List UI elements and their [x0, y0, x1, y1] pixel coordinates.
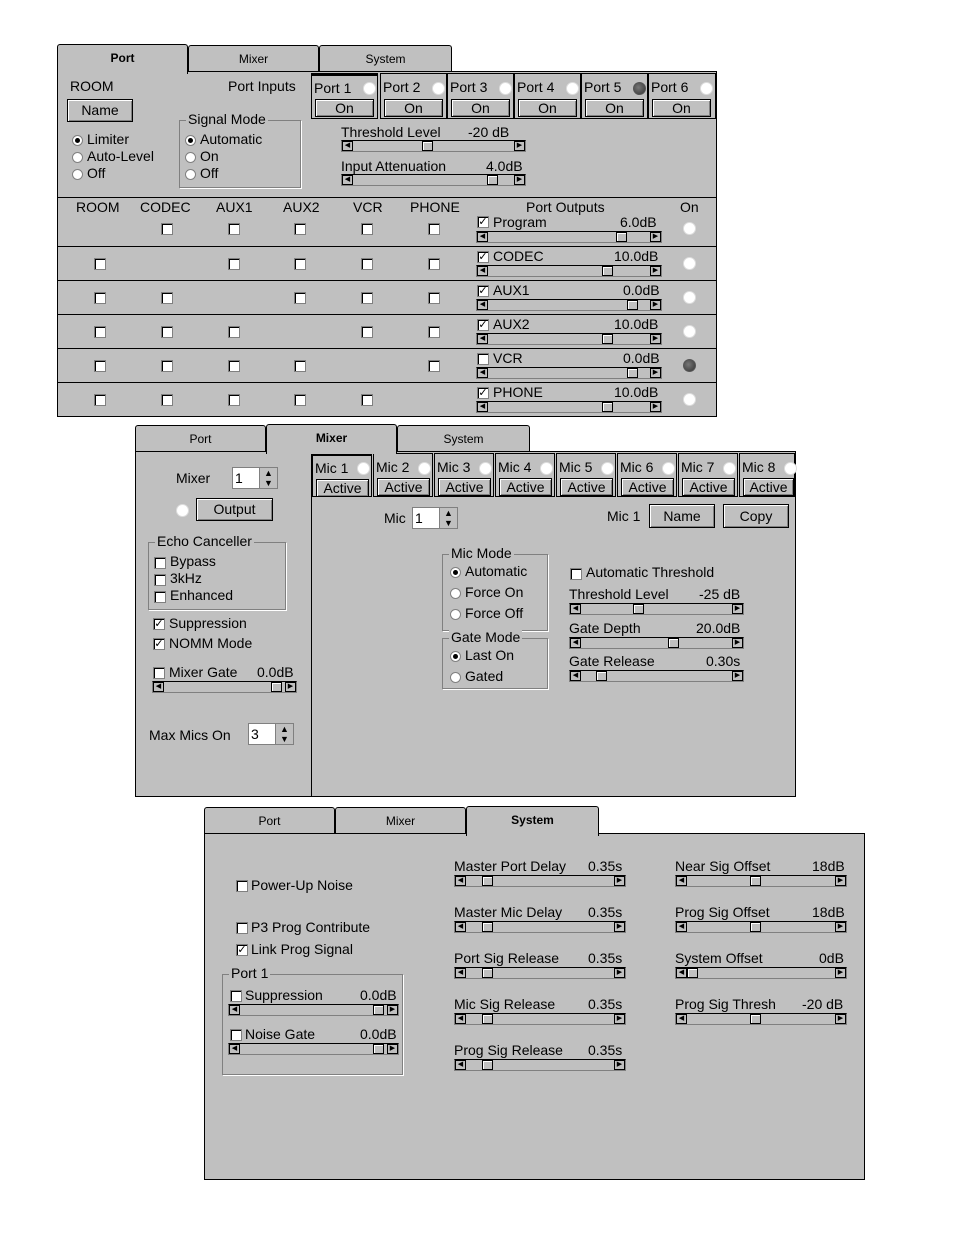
output-aux1-value: 0.0dB — [623, 282, 660, 298]
port-3-label: Port 3 — [450, 79, 488, 95]
noise-gate-value: 0.0dB — [360, 1026, 397, 1042]
tab-mixer-label: Mixer — [238, 52, 269, 66]
row-divider — [58, 382, 716, 383]
mic-sig-release-value: 0.35s — [588, 996, 623, 1012]
mic-sig-release-label: Mic Sig Release — [454, 996, 556, 1012]
gate-depth-label: Gate Depth — [569, 620, 641, 636]
signal-mode-on-radio[interactable] — [185, 152, 196, 163]
gate-mode-gated-label: Gated — [465, 668, 504, 684]
gate-depth-value: 20.0dB — [696, 620, 741, 636]
mic-7-led — [723, 462, 736, 475]
mic-select-spinner[interactable] — [412, 507, 458, 529]
mic-8-led — [784, 462, 797, 475]
mic-mode-group — [442, 545, 548, 631]
tab-port-label: Port — [189, 432, 212, 446]
matrix-checkbox[interactable] — [361, 394, 373, 406]
prog-sig-thresh-value: -20 dB — [802, 996, 844, 1012]
mic-threshold-label: Threshold Level — [569, 586, 669, 602]
gate-release-slider[interactable]: ◀ ▶ — [569, 670, 744, 682]
near-sig-offset-value: 18dB — [812, 858, 845, 874]
matrix-checkbox[interactable] — [294, 258, 306, 270]
mixer-gate-slider[interactable]: ◀ ▶ — [152, 681, 297, 693]
port-6-label: Port 6 — [651, 79, 689, 95]
col-phone: PHONE — [410, 199, 460, 215]
tab-port-label: Port — [258, 814, 281, 828]
mic-6-label: Mic 6 — [620, 459, 654, 475]
output-codec-led — [683, 257, 696, 270]
output-phone-value: 10.0dB — [614, 384, 659, 400]
noise-gate-slider[interactable]: ◀ ▶ — [228, 1043, 399, 1055]
spin-arrows-icon[interactable]: ▲ ▼ — [275, 724, 293, 744]
matrix-checkbox[interactable] — [294, 292, 306, 304]
mic-mode-force-off-radio[interactable] — [450, 609, 461, 620]
mic-threshold-value: -25 dB — [699, 586, 741, 602]
gate-release-label: Gate Release — [569, 653, 655, 669]
mic-5-label: Mic 5 — [559, 459, 593, 475]
master-mic-delay-value: 0.35s — [588, 904, 623, 920]
matrix-checkbox[interactable] — [228, 258, 240, 270]
tab-port[interactable] — [204, 807, 335, 835]
matrix-checkbox[interactable] — [428, 258, 440, 270]
mic-5-led — [601, 462, 614, 475]
mic-tab-7[interactable] — [678, 453, 738, 497]
port-6-led — [700, 82, 713, 95]
system-panel — [204, 833, 865, 1180]
limiter-radio[interactable] — [72, 135, 83, 146]
port-4-on-button[interactable]: On — [518, 99, 577, 117]
output-aux1-label: AUX1 — [493, 282, 530, 298]
near-sig-offset-label: Near Sig Offset — [675, 858, 771, 874]
port-input-5[interactable] — [581, 73, 648, 119]
tab-mixer[interactable] — [188, 45, 319, 73]
prog-sig-release-value: 0.35s — [588, 1042, 623, 1058]
output-phone-label: PHONE — [493, 384, 543, 400]
suppression-checkbox[interactable]: ✓ — [154, 618, 164, 630]
row-divider — [58, 348, 716, 349]
output-phone-led — [683, 393, 696, 406]
spin-arrows-icon[interactable]: ▲ ▼ — [259, 468, 277, 488]
tab-system[interactable] — [319, 45, 452, 73]
mic-7-active-button[interactable]: Active — [682, 478, 735, 496]
mic-tab-1[interactable] — [312, 453, 372, 497]
mic-name-label: Mic 1 — [607, 508, 641, 524]
mic-2-led — [418, 462, 431, 475]
input-attenuation-value: 4.0dB — [486, 158, 523, 174]
mic-mode-title: Mic Mode — [451, 545, 512, 561]
mic-1-led — [357, 462, 370, 475]
mic-threshold-slider[interactable]: ◀ ▶ — [569, 603, 744, 615]
matrix-checkbox[interactable] — [428, 223, 440, 235]
output-led — [176, 504, 189, 517]
matrix-checkbox[interactable] — [294, 223, 306, 235]
col-aux1: AUX1 — [216, 199, 253, 215]
port-sig-release-value: 0.35s — [588, 950, 623, 966]
port-5-label: Port 5 — [584, 79, 622, 95]
signal-mode-on-label: On — [200, 148, 219, 164]
row-divider — [58, 280, 716, 281]
name-button[interactable]: Name — [67, 99, 133, 122]
spin-arrows-icon[interactable]: ▲ ▼ — [439, 508, 457, 528]
output-vcr-value: 0.0dB — [623, 350, 660, 366]
port-input-4[interactable] — [514, 73, 581, 119]
mixer-gate-value: 0.0dB — [257, 664, 294, 680]
output-aux2-led — [683, 325, 696, 338]
port-4-label: Port 4 — [517, 79, 555, 95]
threshold-level-slider[interactable]: ◀ ▶ — [341, 140, 526, 152]
port-5-on-button[interactable]: On — [585, 99, 644, 117]
gate-mode-title: Gate Mode — [451, 629, 521, 645]
divider — [58, 197, 716, 198]
mic-select-value: 1 — [415, 510, 423, 526]
master-port-delay-value: 0.35s — [588, 858, 623, 874]
matrix-checkbox[interactable] — [361, 292, 373, 304]
mixer-spinner-value: 1 — [235, 470, 243, 486]
room-label: ROOM — [70, 78, 114, 94]
output-aux2-value: 10.0dB — [614, 316, 659, 332]
mic-3-active-button[interactable]: Active — [438, 478, 491, 496]
row-divider — [58, 314, 716, 315]
tab-system[interactable] — [466, 806, 599, 836]
gate-mode-last-on-label: Last On — [465, 647, 515, 663]
output-vcr-checkbox[interactable] — [477, 353, 489, 365]
mic-4-active-button[interactable]: Active — [499, 478, 552, 496]
tab-system-label: System — [365, 52, 406, 66]
max-mics-on-label: Max Mics On — [149, 727, 231, 743]
port-input-2[interactable] — [380, 73, 447, 119]
output-aux1-led — [683, 291, 696, 304]
master-mic-delay-slider[interactable]: ◀ ▶ — [454, 921, 626, 933]
matrix-checkbox[interactable] — [161, 292, 173, 304]
output-program-slider[interactable]: ◀ ▶ — [476, 231, 662, 243]
col-aux2: AUX2 — [283, 199, 320, 215]
prog-sig-offset-label: Prog Sig Offset — [675, 904, 770, 920]
power-up-noise-label: Power-Up Noise — [251, 877, 353, 893]
link-prog-signal-label: Link Prog Signal — [251, 941, 353, 957]
output-vcr-label: VCR — [493, 350, 523, 366]
tab-port-label: Port — [110, 51, 135, 65]
auto-level-label: Auto-Level — [87, 148, 154, 164]
level-off-radio[interactable] — [72, 169, 83, 180]
automatic-threshold-checkbox[interactable] — [570, 568, 582, 580]
tab-mixer-label: Mixer — [385, 814, 416, 828]
output-aux1-checkbox[interactable]: ✓ — [478, 285, 488, 297]
power-up-noise-checkbox[interactable] — [236, 880, 248, 892]
matrix-checkbox[interactable] — [428, 292, 440, 304]
suppression-checkbox[interactable] — [230, 990, 242, 1002]
tab-system-label: System — [511, 813, 554, 827]
bypass-label: Bypass — [170, 553, 216, 569]
mic-8-active-button[interactable]: Active — [743, 478, 794, 496]
p3-prog-contribute-checkbox[interactable] — [236, 922, 248, 934]
mic-sig-release-slider[interactable]: ◀ ▶ — [454, 1013, 626, 1025]
tab-mixer[interactable] — [266, 424, 397, 454]
mic-5-active-button[interactable]: Active — [560, 478, 613, 496]
output-vcr-led — [683, 359, 696, 372]
port-4-led — [566, 82, 579, 95]
threshold-level-value: -20 dB — [468, 124, 510, 140]
matrix-checkbox[interactable] — [294, 394, 306, 406]
output-program-checkbox[interactable]: ✓ — [478, 216, 488, 228]
signal-mode-off-label: Off — [200, 165, 219, 181]
mixer-spinner[interactable] — [232, 467, 278, 489]
port-input-6[interactable] — [648, 73, 716, 119]
mic-6-active-button[interactable]: Active — [621, 478, 674, 496]
port-3-on-button[interactable]: On — [451, 99, 510, 117]
tab-mixer[interactable] — [335, 807, 466, 835]
port-2-label: Port 2 — [383, 79, 421, 95]
output-codec-checkbox[interactable]: ✓ — [478, 251, 488, 263]
port-sig-release-label: Port Sig Release — [454, 950, 560, 966]
suppression-slider[interactable]: ◀ ▶ — [228, 1004, 399, 1016]
mic-7-label: Mic 7 — [681, 459, 715, 475]
matrix-checkbox[interactable] — [161, 394, 173, 406]
matrix-checkbox[interactable] — [161, 326, 173, 338]
mic-6-led — [662, 462, 675, 475]
matrix-checkbox[interactable] — [228, 326, 240, 338]
matrix-checkbox[interactable] — [228, 360, 240, 372]
on-label: On — [680, 199, 699, 215]
bypass-checkbox[interactable] — [154, 557, 166, 569]
port-5-led — [633, 82, 646, 95]
name-button[interactable]: Name — [649, 504, 715, 528]
matrix-checkbox[interactable] — [94, 394, 106, 406]
col-codec: CODEC — [140, 199, 191, 215]
noise-gate-checkbox[interactable] — [230, 1029, 242, 1041]
auto-level-radio[interactable] — [72, 152, 83, 163]
prog-sig-release-label: Prog Sig Release — [454, 1042, 563, 1058]
copy-button[interactable]: Copy — [723, 504, 789, 528]
port-1-on-button[interactable]: On — [315, 99, 374, 117]
prog-sig-offset-value: 18dB — [812, 904, 845, 920]
master-mic-delay-label: Master Mic Delay — [454, 904, 563, 920]
port-1-label: Port 1 — [314, 80, 352, 96]
limiter-label: Limiter — [87, 131, 130, 147]
matrix-checkbox[interactable] — [428, 360, 440, 372]
gate-mode-group — [442, 629, 548, 689]
tab-system[interactable] — [397, 425, 530, 453]
system-offset-slider[interactable]: ◀ ▶ — [675, 967, 847, 979]
port-2-led — [432, 82, 445, 95]
prog-sig-release-slider[interactable]: ◀ ▶ — [454, 1059, 626, 1071]
port-input-1[interactable] — [311, 73, 378, 119]
port-input-3[interactable] — [447, 73, 514, 119]
tab-port[interactable] — [135, 425, 266, 453]
suppression-label: Suppression — [169, 615, 247, 631]
automatic-threshold-label: Automatic Threshold — [586, 564, 715, 580]
port-outputs-label: Port Outputs — [526, 199, 605, 215]
mixer-label: Mixer — [176, 470, 211, 486]
echo-canceller-group — [148, 533, 286, 610]
signal-mode-title: Signal Mode — [188, 111, 266, 127]
master-port-delay-label: Master Port Delay — [454, 858, 567, 874]
mic-8-label: Mic 8 — [742, 459, 776, 475]
mic-4-led — [540, 462, 553, 475]
output-aux1-slider[interactable]: ◀ ▶ — [476, 299, 662, 311]
prog-sig-offset-slider[interactable]: ◀ ▶ — [675, 921, 847, 933]
matrix-checkbox[interactable] — [161, 360, 173, 372]
link-prog-signal-checkbox[interactable]: ✓ — [237, 944, 247, 956]
enhanced-checkbox[interactable] — [154, 591, 166, 603]
output-vcr-slider[interactable]: ◀ ▶ — [476, 367, 662, 379]
mic-tab-2[interactable] — [373, 453, 433, 497]
gate-mode-last-on-radio[interactable] — [450, 651, 461, 662]
matrix-checkbox[interactable] — [94, 292, 106, 304]
input-attenuation-slider[interactable]: ◀ ▶ — [341, 174, 526, 186]
gate-mode-gated-radio[interactable] — [450, 672, 461, 683]
mic-4-label: Mic 4 — [498, 459, 532, 475]
mic-tab-8[interactable] — [739, 453, 795, 497]
input-attenuation-label: Input Attenuation — [341, 158, 447, 174]
noise-gate-label: Noise Gate — [245, 1026, 316, 1042]
mic-tab-4[interactable] — [495, 453, 555, 497]
panel-divider — [311, 452, 312, 796]
mixer-panel — [135, 451, 796, 797]
port-1-group-title: Port 1 — [231, 965, 269, 981]
mic-mode-force-off-label: Force Off — [465, 605, 524, 621]
system-offset-value: 0dB — [819, 950, 844, 966]
port-sig-release-slider[interactable]: ◀ ▶ — [454, 967, 626, 979]
mic-mode-force-on-radio[interactable] — [450, 588, 461, 599]
output-program-value: 6.0dB — [620, 214, 657, 230]
mic-mode-automatic-label: Automatic — [465, 563, 528, 579]
mic-3-led — [479, 462, 492, 475]
signal-mode-automatic-label: Automatic — [200, 131, 263, 147]
tab-system-label: System — [443, 432, 484, 446]
output-aux2-slider[interactable]: ◀ ▶ — [476, 333, 662, 345]
mic-2-active-button[interactable]: Active — [377, 478, 430, 496]
matrix-checkbox[interactable] — [294, 360, 306, 372]
port-panel — [57, 71, 717, 417]
matrix-checkbox[interactable] — [228, 223, 240, 235]
output-codec-value: 10.0dB — [614, 248, 659, 264]
port-1-group — [222, 965, 403, 1075]
nomm-mode-checkbox[interactable]: ✓ — [154, 638, 164, 650]
mic-2-label: Mic 2 — [376, 459, 410, 475]
port-1-led — [363, 82, 376, 95]
near-sig-offset-slider[interactable]: ◀ ▶ — [675, 875, 847, 887]
matrix-checkbox[interactable] — [361, 223, 373, 235]
row-divider — [58, 246, 716, 247]
matrix-checkbox[interactable] — [361, 326, 373, 338]
gate-depth-slider[interactable]: ◀ ▶ — [569, 637, 744, 649]
matrix-checkbox[interactable] — [228, 394, 240, 406]
max-mics-spinner[interactable] — [248, 723, 294, 745]
output-program-label: Program — [493, 214, 547, 230]
mic-mode-force-on-label: Force On — [465, 584, 524, 600]
output-codec-slider[interactable]: ◀ ▶ — [476, 265, 662, 277]
port-2-on-button[interactable]: On — [384, 99, 443, 117]
tab-port[interactable] — [57, 44, 188, 74]
threshold-level-label: Threshold Level — [341, 124, 441, 140]
output-phone-slider[interactable]: ◀ ▶ — [476, 401, 662, 413]
echo-canceller-title: Echo Canceller — [157, 533, 252, 549]
mic-mode-automatic-radio[interactable] — [450, 567, 461, 578]
suppression-value: 0.0dB — [360, 987, 397, 1003]
master-port-delay-slider[interactable]: ◀ ▶ — [454, 875, 626, 887]
output-codec-label: CODEC — [493, 248, 544, 264]
level-off-label: Off — [87, 165, 106, 181]
matrix-checkbox[interactable] — [94, 258, 106, 270]
matrix-checkbox[interactable] — [428, 326, 440, 338]
output-aux2-label: AUX2 — [493, 316, 530, 332]
mic-3-label: Mic 3 — [437, 459, 471, 475]
matrix-checkbox[interactable] — [94, 326, 106, 338]
matrix-checkbox[interactable] — [94, 360, 106, 372]
3khz-label: 3kHz — [170, 570, 202, 586]
port-inputs-label: Port Inputs — [228, 78, 296, 94]
mic-1-active-button[interactable]: Active — [316, 479, 369, 497]
nomm-mode-label: NOMM Mode — [169, 635, 253, 651]
prog-sig-thresh-label: Prog Sig Thresh — [675, 996, 776, 1012]
signal-mode-group — [179, 111, 301, 188]
system-offset-label: System Offset — [675, 950, 763, 966]
tab-mixer-label: Mixer — [315, 431, 348, 445]
mixer-gate-checkbox[interactable] — [153, 667, 165, 679]
enhanced-label: Enhanced — [170, 587, 234, 603]
mixer-gate-label: Mixer Gate — [169, 664, 238, 680]
output-program-led — [683, 222, 696, 235]
signal-mode-automatic-radio[interactable] — [185, 135, 196, 146]
port-3-led — [499, 82, 512, 95]
signal-mode-off-radio[interactable] — [185, 169, 196, 180]
p3-prog-contribute-label: P3 Prog Contribute — [251, 919, 371, 935]
3khz-checkbox[interactable] — [154, 574, 166, 586]
mic-select-label: Mic — [384, 510, 406, 526]
output-aux2-checkbox[interactable]: ✓ — [478, 319, 488, 331]
gate-release-value: 0.30s — [706, 653, 741, 669]
mic-tab-3[interactable] — [434, 453, 494, 497]
output-button[interactable]: Output — [196, 498, 273, 521]
col-vcr: VCR — [353, 199, 383, 215]
max-mics-value: 3 — [251, 726, 259, 742]
col-room: ROOM — [76, 199, 120, 215]
suppression-label: Suppression — [245, 987, 323, 1003]
matrix-checkbox[interactable] — [361, 258, 373, 270]
mic-tab-5[interactable] — [556, 453, 616, 497]
mic-1-label: Mic 1 — [315, 460, 349, 476]
output-phone-checkbox[interactable]: ✓ — [478, 387, 488, 399]
prog-sig-thresh-slider[interactable]: ◀ ▶ — [675, 1013, 847, 1025]
mic-tab-6[interactable] — [617, 453, 677, 497]
port-6-on-button[interactable]: On — [652, 99, 711, 117]
matrix-checkbox[interactable] — [161, 223, 173, 235]
